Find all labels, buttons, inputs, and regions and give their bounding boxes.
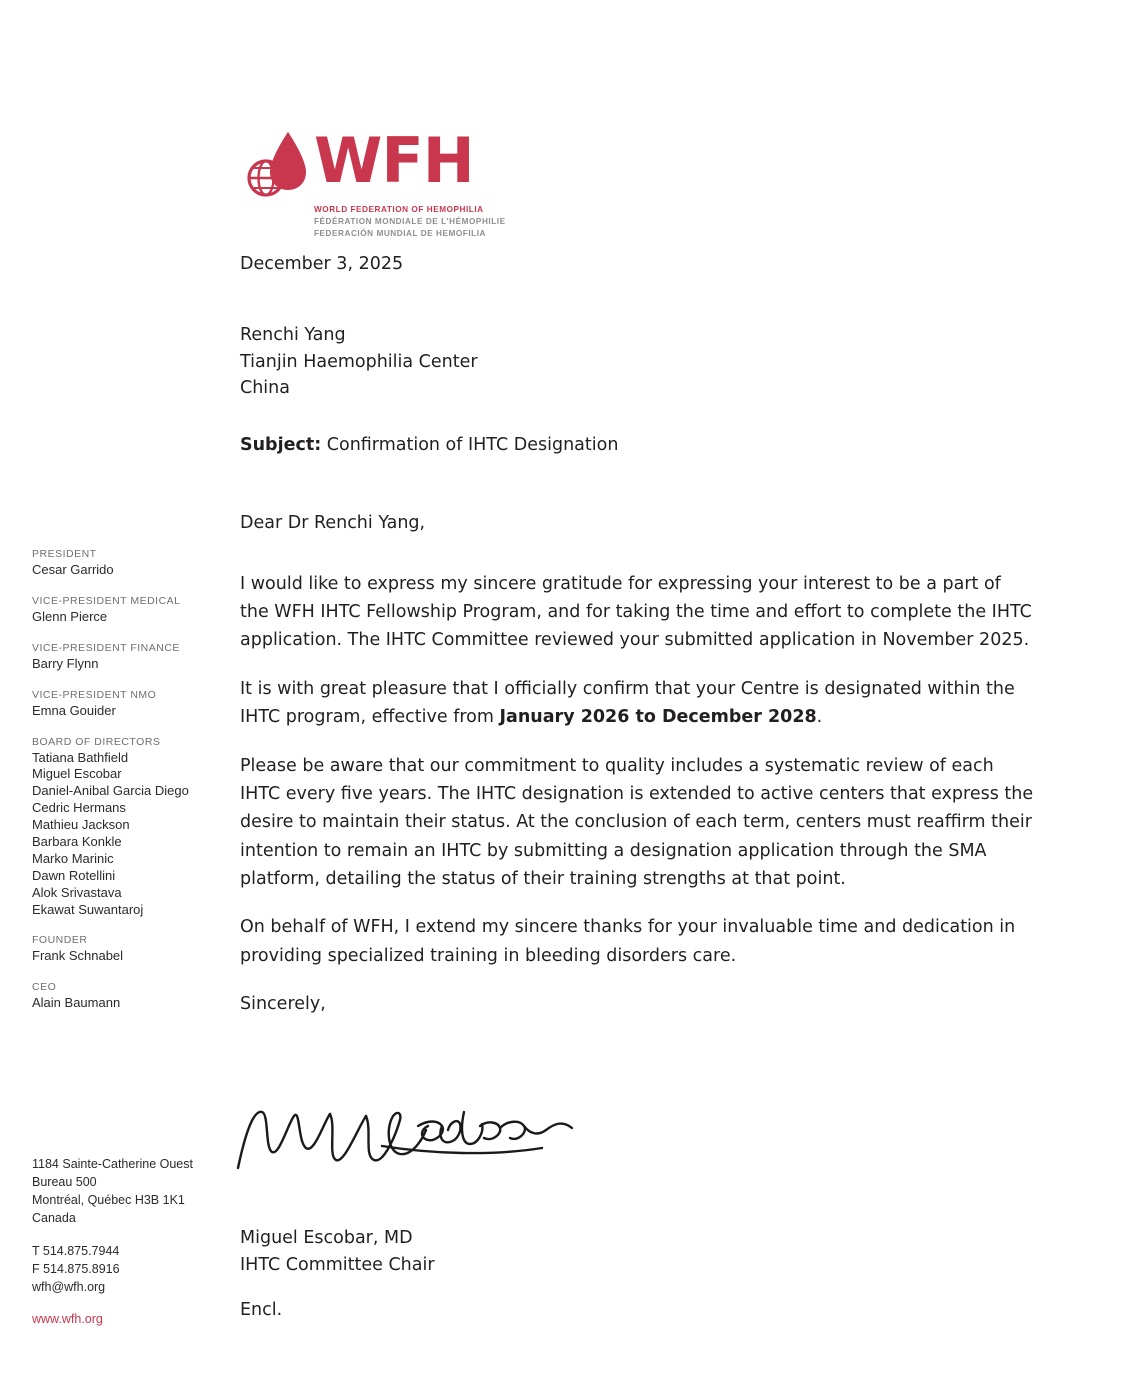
sidebar-group-board-of-directors [32, 736, 222, 919]
email-address[interactable]: wfh@wfh.org [32, 1279, 106, 1294]
recipient-block [240, 322, 1035, 401]
sidebar-group-vice-president-finance [32, 642, 222, 673]
signer-name: Miguel Escobar, MD [240, 1228, 413, 1248]
logo-tagline-spanish: FEDERACIÓN MUNDIAL DE HEMOFILIA [314, 228, 487, 238]
sidebar-group-title: PRESIDENT [32, 548, 97, 560]
sidebar-group-ceo [32, 981, 222, 1012]
logo-tagline-english: WORLD FEDERATION OF HEMOPHILIA [314, 205, 484, 214]
phone-number: T 514.875.7944 [32, 1243, 120, 1258]
recipient-organization: Tianjin Haemophilia Center [240, 351, 478, 372]
paragraph-2-text-before: It is with great pleasure that I officially confirm that your Centre is designated within the IHTC program, effective from [240, 678, 1015, 728]
sidebar-person-name: Miguel Escobar [32, 766, 122, 782]
address-line-3: Montréal, Québec H3B 1K1 [32, 1193, 185, 1208]
paragraph-1: I would like to express my sincere gratitude for expressing your interest to be a part of the WFH IHTC Fellowship Program, and for taking the time and effort to complete the IHTC application. The IHTC Committee reviewed your submitted application in November 2025. [240, 573, 1032, 651]
paragraph-2 [240, 675, 1035, 732]
sidebar-person-name: Marko Marinic [32, 850, 114, 866]
address-line-2: Bureau 500 [32, 1175, 97, 1190]
sidebar-group-title: VICE-PRESIDENT MEDICAL [32, 594, 181, 607]
fax-number: F 514.875.8916 [32, 1261, 120, 1276]
sidebar-person-name: Barry Flynn [32, 655, 99, 671]
sidebar-group-title: CEO [32, 981, 57, 994]
address-line-1: 1184 Sainte-Catherine Ouest [32, 1157, 193, 1171]
sidebar-group-title: VICE-PRESIDENT FINANCE [32, 641, 180, 654]
recipient-country: China [240, 377, 290, 398]
letter-date: December 3, 2025 [240, 254, 404, 274]
address-spacer [32, 1228, 232, 1242]
sidebar-person-name: Barbara Konkle [32, 834, 122, 850]
sidebar-person-name: Cedric Hermans [32, 800, 126, 816]
sidebar-group-title: VICE-PRESIDENT NMO [32, 688, 157, 701]
sidebar-group-vice-president-medical [32, 595, 222, 626]
sidebar-person-name: Mathieu Jackson [32, 817, 130, 833]
handwritten-signature [232, 1090, 582, 1180]
sidebar-group-title: FOUNDER [32, 934, 88, 947]
wfh-wordmark: WFH [314, 124, 474, 197]
sidebar-group-founder [32, 934, 222, 965]
subject-line [240, 431, 1035, 459]
signer-title: IHTC Committee Chair [240, 1255, 435, 1276]
sidebar-person-name: Alok Srivastava [32, 884, 122, 900]
sidebar-person-name: Tatiana Bathfield [32, 749, 129, 765]
paragraph-4: On behalf of WFH, I extend my sincere thanks for your invaluable time and dedication in providing specialized training in bleeding disorders care. [240, 917, 1016, 966]
address-line-4: Canada [32, 1211, 76, 1226]
sidebar-person-name: Frank Schnabel [32, 948, 124, 964]
salutation: Dear Dr Renchi Yang, [240, 513, 426, 534]
sidebar-group-title: BOARD OF DIRECTORS [32, 735, 161, 748]
sidebar-person-name: Dawn Rotellini [32, 867, 116, 883]
sidebar-person-name: Ekawat Suwantaroj [32, 901, 144, 917]
logo-tagline-french: FÉDÉRATION MONDIALE DE L'HÉMOPHILIE [314, 216, 506, 226]
sidebar-person-name: Daniel-Anibal Garcia Diego [32, 783, 189, 799]
subject-text: Confirmation of IHTC Designation [321, 435, 619, 456]
sidebar-group-president [32, 548, 222, 579]
officers-sidebar [32, 548, 222, 1028]
recipient-name: Renchi Yang [240, 325, 346, 346]
paragraph-3: Please be aware that our commitment to quality includes a systematic review of each IHTC every five years. The IHTC designation is extended to active centers that express the desire to maintain their status. At the conclusion of each term, centers must reaffirm their intention to remain an IHTC by submitting a designation application through the SMA platform, detailing the status of their training strengths at that point. [240, 755, 1034, 889]
signer-block [240, 1225, 435, 1279]
wfh-logo [240, 124, 540, 240]
closing-salutation: Sincerely, [240, 993, 326, 1014]
sidebar-person-name: Cesar Garrido [32, 562, 114, 577]
contact-address-block [32, 1155, 232, 1328]
sidebar-person-name: Alain Baumann [32, 995, 121, 1011]
website-link[interactable]: www.wfh.org [32, 1311, 103, 1326]
subject-label: Subject: [240, 435, 322, 456]
sidebar-group-vice-president-nmo [32, 689, 222, 720]
enclosure-note: Encl. [240, 1300, 283, 1320]
designation-term-highlight: January 2026 to December 2028 [499, 707, 817, 728]
wfh-droplet-globe-icon [240, 128, 318, 208]
paragraph-2-text-after: . [816, 707, 823, 728]
sidebar-person-name: Glenn Pierce [32, 608, 108, 624]
sidebar-person-name: Emna Gouider [32, 702, 116, 718]
letter-body [240, 250, 1035, 1038]
